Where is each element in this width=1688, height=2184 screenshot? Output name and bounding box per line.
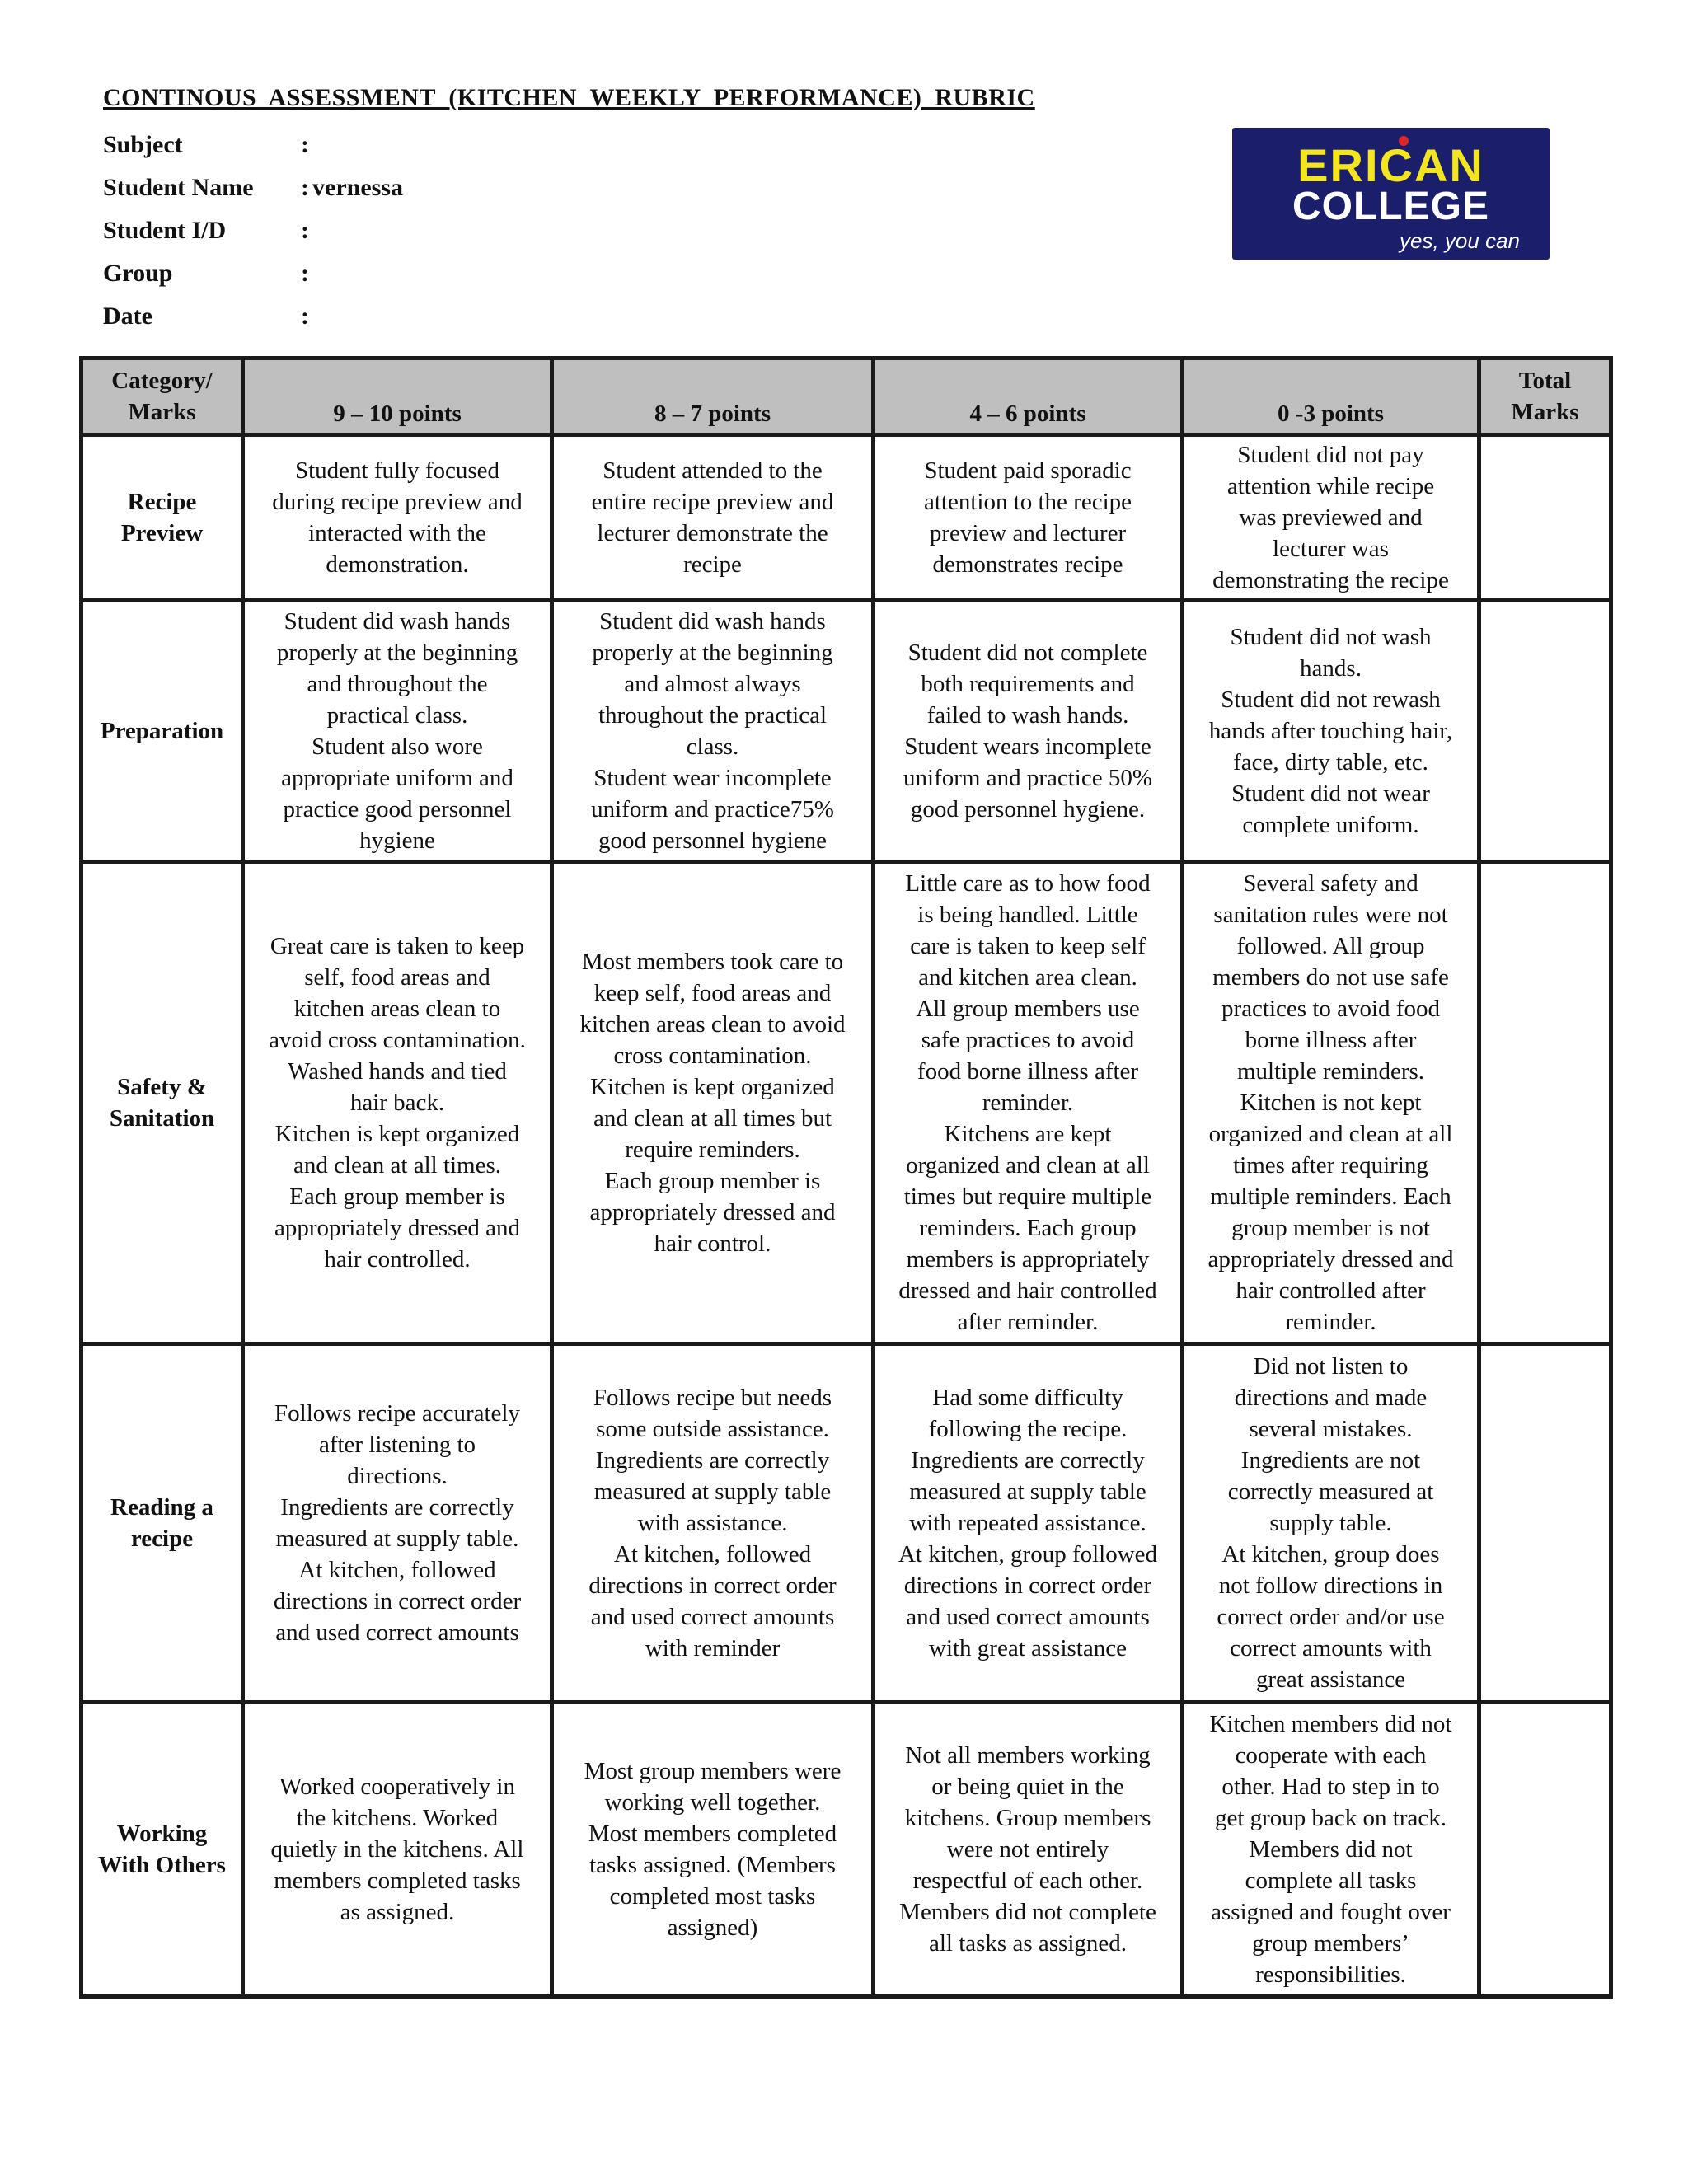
college-logo	[1232, 128, 1550, 260]
info-row-student-name	[103, 166, 403, 209]
header-0-3-points: 0 -3 points	[1183, 359, 1479, 435]
header-row	[82, 359, 1611, 435]
criteria-cell: Great care is taken to keep self, food areas and kitchen areas clean to avoid cross contamination. Washed hands and tied hair back. Kitchen is kept organized and clean at all times. Each group member is appropriately dressed and hair controlled.	[243, 862, 552, 1344]
total-marks-cell[interactable]	[1479, 601, 1611, 862]
criteria-cell: Several safety and sanitation rules were not followed. All group members do not use safe practices to avoid food borne illness after multiple reminders. Kitchen is not kept organized and clean at all times after requiring multiple reminders. Each group member is not appropriately dressed and hair controlled after reminder.	[1183, 862, 1479, 1344]
table-row	[82, 1703, 1611, 1997]
table-row	[82, 435, 1611, 601]
total-marks-cell[interactable]	[1479, 435, 1611, 601]
category-cell: Reading a recipe	[82, 1344, 243, 1703]
criteria-cell: Student paid sporadic attention to the recipe preview and lecturer demonstrates recipe	[874, 435, 1183, 601]
info-separator: :	[301, 217, 309, 244]
rubric-table	[79, 356, 1613, 1999]
logo-wordmark-college: COLLEGE	[1292, 185, 1489, 228]
info-row-subject	[103, 124, 403, 166]
info-separator: :	[301, 131, 309, 158]
info-separator: :	[301, 260, 309, 287]
criteria-cell: Had some difficulty following the recipe. Ingredients are correctly measured at supply table with repeated assistance. At kitchen, group followed directions in correct order and used correct amounts with great assistance	[874, 1344, 1183, 1703]
document-title: CONTINOUS ASSESSMENT (KITCHEN WEEKLY PERFORMANCE) RUBRIC	[103, 84, 1035, 111]
header-4-6-points: 4 – 6 points	[874, 359, 1183, 435]
info-label: Student Name	[103, 174, 254, 201]
info-label: Date	[103, 302, 152, 330]
info-label: Student I/D	[103, 217, 227, 244]
category-cell: Working With Others	[82, 1703, 243, 1997]
criteria-cell: Kitchen members did not cooperate with each other. Had to step in to get group back on track. Members did not complete all tasks assigned and fought over group members’ responsibilities.	[1183, 1703, 1479, 1997]
criteria-cell: Most group members were working well together. Most members completed tasks assigned. (Members completed most tasks assigned)	[552, 1703, 874, 1997]
info-label: Subject	[103, 131, 183, 158]
table-row	[82, 601, 1611, 862]
criteria-cell: Not all members working or being quiet in the kitchens. Group members were not entirely respectful of each other. Members did not complete all tasks as assigned.	[874, 1703, 1183, 1997]
student-info	[103, 124, 403, 338]
total-marks-cell[interactable]	[1479, 1703, 1611, 1997]
info-value-student-name: vernessa	[312, 174, 403, 201]
info-row-student-id	[103, 209, 403, 252]
logo-wordmark-erican: ERICAN	[1297, 139, 1484, 191]
criteria-cell: Most members took care to keep self, food areas and kitchen areas clean to avoid cross contamination. Kitchen is kept organized and clean at all times but require reminders. Each group member is appropriately dressed and hair control.	[552, 862, 874, 1344]
criteria-cell: Student attended to the entire recipe preview and lecturer demonstrate the recipe	[552, 435, 874, 601]
criteria-cell: Student did not pay attention while recipe was previewed and lecturer was demonstrating the recipe	[1183, 435, 1479, 601]
total-marks-cell[interactable]	[1479, 1344, 1611, 1703]
info-label: Group	[103, 260, 173, 287]
criteria-cell: Student fully focused during recipe preview and interacted with the demonstration.	[243, 435, 552, 601]
info-separator: :	[301, 302, 309, 330]
criteria-cell: Follows recipe but needs some outside assistance. Ingredients are correctly measured at supply table with assistance. At kitchen, followed directions in correct order and used correct amounts with reminder	[552, 1344, 874, 1703]
info-row-group	[103, 252, 403, 295]
table-row	[82, 1344, 1611, 1703]
category-cell: Recipe Preview	[82, 435, 243, 601]
logo-tagline: yes, you can	[1400, 228, 1520, 253]
header-category: Category/ Marks	[82, 359, 243, 435]
info-row-date	[103, 295, 403, 338]
criteria-cell: Student did not wash hands. Student did not rewash hands after touching hair, face, dirty table, etc. Student did not wear complete uniform.	[1183, 601, 1479, 862]
header-total-marks: Total Marks	[1479, 359, 1611, 435]
criteria-cell: Worked cooperatively in the kitchens. Worked quietly in the kitchens. All members completed tasks as assigned.	[243, 1703, 552, 1997]
table-row	[82, 862, 1611, 1344]
header-9-10-points: 9 – 10 points	[243, 359, 552, 435]
criteria-cell: Student did wash hands properly at the beginning and almost always throughout the practical class. Student wear incomplete uniform and practice75% good personnel hygiene	[552, 601, 874, 862]
criteria-cell: Did not listen to directions and made several mistakes. Ingredients are not correctly measured at supply table. At kitchen, group does not follow directions in correct order and/or use correct amounts with great assistance	[1183, 1344, 1479, 1703]
category-cell: Safety & Sanitation	[82, 862, 243, 1344]
info-separator: :	[301, 174, 309, 201]
criteria-cell: Student did wash hands properly at the beginning and throughout the practical class. Student also wore appropriate uniform and practice good personnel hygiene	[243, 601, 552, 862]
criteria-cell: Student did not complete both requirements and failed to wash hands. Student wears incomplete uniform and practice 50% good personnel hygiene.	[874, 601, 1183, 862]
total-marks-cell[interactable]	[1479, 862, 1611, 1344]
header-8-7-points: 8 – 7 points	[552, 359, 874, 435]
category-cell: Preparation	[82, 601, 243, 862]
criteria-cell: Little care as to how food is being handled. Little care is taken to keep self and kitchen area clean. All group members use safe practices to avoid food borne illness after reminder. Kitchens are kept organized and clean at all times but require multiple reminders. Each group members is appropriately dressed and hair controlled after reminder.	[874, 862, 1183, 1344]
criteria-cell: Follows recipe accurately after listening to directions. Ingredients are correctly measured at supply table. At kitchen, followed directions in correct order and used correct amounts	[243, 1344, 552, 1703]
